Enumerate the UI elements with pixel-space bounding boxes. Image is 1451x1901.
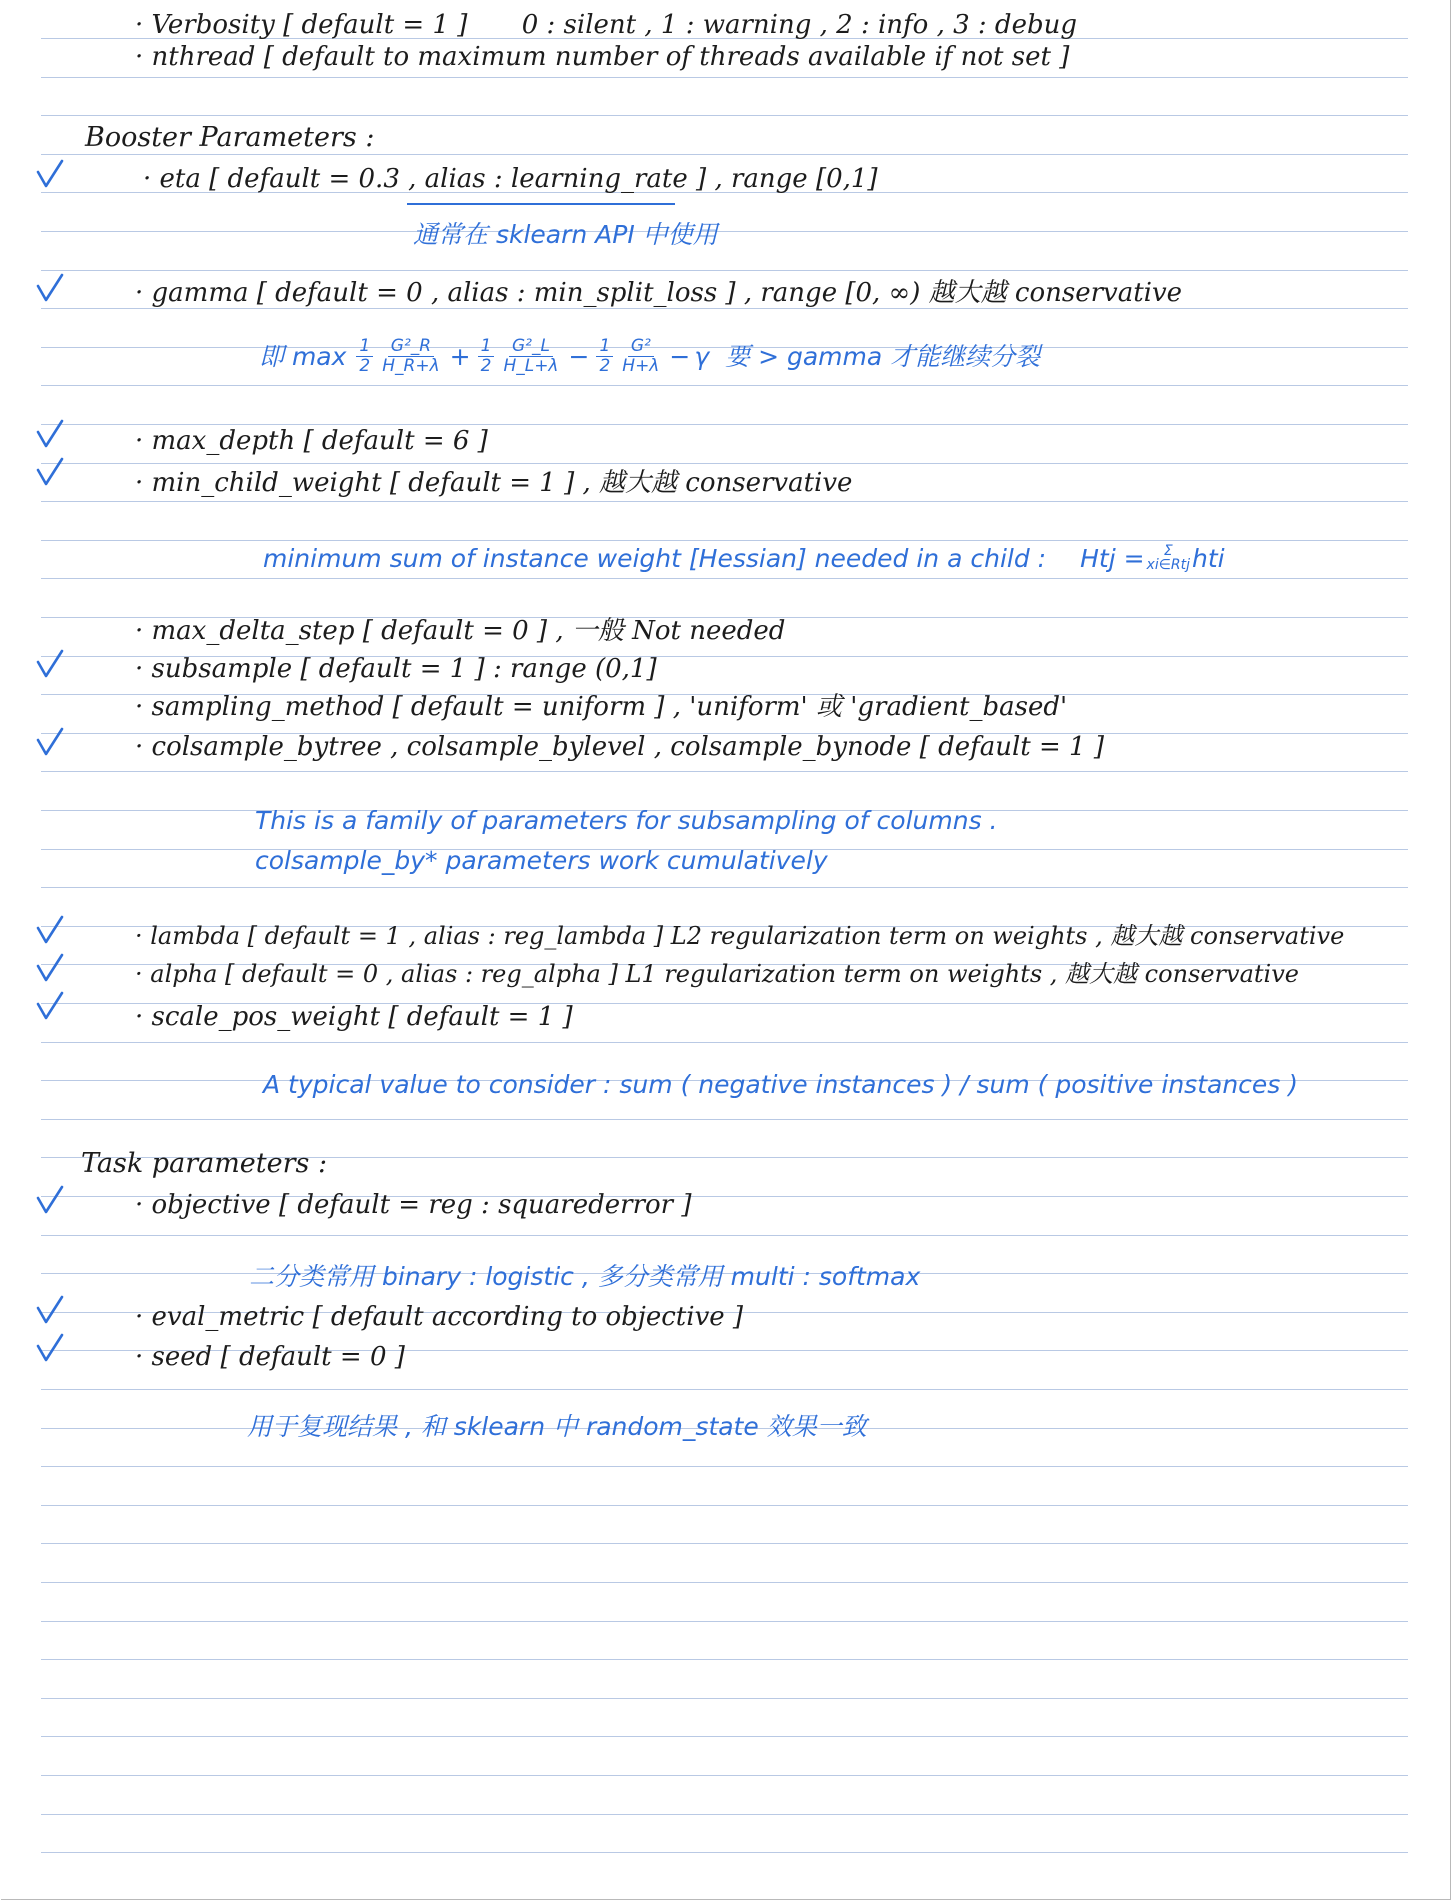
ruled-line xyxy=(41,1659,1408,1660)
ruled-line xyxy=(41,1042,1408,1043)
verbosity-line xyxy=(135,12,1077,38)
ruled-line xyxy=(41,463,1408,464)
check-mark-icon xyxy=(35,648,65,680)
ruled-line xyxy=(41,231,1408,232)
max-delta-step-line: · max_delta_step [ default = 0 ] , 一般 Not needed xyxy=(135,616,786,646)
seed-note: 用于复现结果 , 和 sklearn 中 random_state 效果一致 xyxy=(247,1412,867,1441)
objective-note: 二分类常用 binary : logistic , 多分类常用 multi : softmax xyxy=(249,1262,921,1291)
ruled-line xyxy=(41,424,1408,425)
hessian-formula-lhs: Htj = xyxy=(1080,543,1145,573)
eta-line: · eta [ default = 0.3 , alias : learning_rate ] , range [0,1] xyxy=(143,164,878,194)
booster-heading: Booster Parameters : xyxy=(85,122,375,153)
alpha-line: · alpha [ default = 0 , alias : reg_alpha ] L1 regularization term on weights , 越大越 conservative xyxy=(135,960,1299,988)
check-mark-icon xyxy=(35,914,65,946)
formula-suffix: 要 > gamma 才能继续分裂 xyxy=(725,342,1041,372)
gamma-formula: 即 max $\frac{1}{2}$ $\frac{\text{G²\_R}}{H\_R+\lambda}$ + $\frac{1}{2}$ $\frac{\text{G²\_L}}{H\_L+\lambda}$ − $\frac{1}{2}$ $\frac{\text{G²}}{H+\lambda}$ − γ 要 > gamma 才能继续分裂 xyxy=(259,336,1041,376)
objective-line: · objective [ default = reg : squarederror ] xyxy=(135,1190,692,1220)
check-mark-icon xyxy=(35,1332,65,1364)
ruled-line xyxy=(41,1119,1408,1120)
check-mark-icon xyxy=(35,1184,65,1216)
ruled-line xyxy=(41,270,1408,271)
formula-prefix: 即 max xyxy=(259,342,347,372)
ruled-line xyxy=(41,77,1408,78)
ruled-line xyxy=(41,1698,1408,1699)
verbosity-text: · Verbosity [ default = 1 ] xyxy=(135,10,468,40)
scale-pos-weight-note: A typical value to consider : sum ( negative instances ) / sum ( positive instances ) xyxy=(263,1070,1299,1099)
seed-line: · seed [ default = 0 ] xyxy=(135,1342,405,1372)
check-mark-icon xyxy=(35,990,65,1022)
ruled-line xyxy=(41,1466,1408,1467)
min-child-weight-line: · min_child_weight [ default = 1 ] , 越大越 conservative xyxy=(135,468,853,498)
fraction-half-3: $\frac{1}{2}$ xyxy=(596,338,613,376)
eta-alias-underline xyxy=(407,203,675,205)
ruled-line xyxy=(41,154,1408,155)
max-depth-line: · max_depth [ default = 6 ] xyxy=(135,426,488,456)
gamma-line: · gamma [ default = 0 , alias : min_split_loss ] , range [0, ∞) 越大越 conservative xyxy=(135,278,1183,308)
ruled-line xyxy=(41,1505,1408,1506)
ruled-line xyxy=(41,1543,1408,1544)
hessian-formula-rhs: hti xyxy=(1192,543,1225,573)
ruled-line xyxy=(41,540,1408,541)
check-mark-icon xyxy=(35,158,65,190)
check-mark-icon xyxy=(35,418,65,450)
scale-pos-weight-line: · scale_pos_weight [ default = 1 ] xyxy=(135,1002,573,1032)
ruled-line xyxy=(41,1775,1408,1776)
task-heading: Task parameters : xyxy=(81,1148,328,1179)
ruled-line xyxy=(41,771,1408,772)
eta-note: 通常在 sklearn API 中使用 xyxy=(413,220,718,249)
min-child-weight-note: minimum sum of instance weight [Hessian] needed in a child : Htj = Σ xi∈Rtj hti xyxy=(263,543,1225,573)
lambda-line: · lambda [ default = 1 , alias : reg_lambda ] L2 regularization term on weights , 越大越 conservative xyxy=(135,922,1345,950)
colsample-line: · colsample_bytree , colsample_bylevel , colsample_bynode [ default = 1 ] xyxy=(135,732,1105,762)
nthread-line: · nthread [ default to maximum number of threads available if not set ] xyxy=(135,42,1070,72)
ruled-line xyxy=(41,501,1408,502)
ruled-line xyxy=(41,887,1408,888)
subsample-line: · subsample [ default = 1 ] : range (0,1] xyxy=(135,654,657,684)
verbosity-options: 0 : silent , 1 : warning , 2 : info , 3 : debug xyxy=(521,10,1077,40)
ruled-line xyxy=(41,308,1408,309)
ruled-line xyxy=(41,578,1408,579)
check-mark-icon xyxy=(35,272,65,304)
check-mark-icon xyxy=(35,456,65,488)
notebook-page xyxy=(1,0,1451,1900)
ruled-line xyxy=(41,115,1408,116)
fraction-gl: $\frac{\text{G²\_L}}{H\_L+\lambda}$ xyxy=(503,336,559,376)
ruled-line xyxy=(41,1389,1408,1390)
hessian-formula-sum: Σ xi∈Rtj xyxy=(1146,543,1191,573)
fraction-g: $\frac{\text{G²}}{H+\lambda}$ xyxy=(622,336,660,376)
ruled-line xyxy=(41,1814,1408,1815)
check-mark-icon xyxy=(35,726,65,758)
ruled-line xyxy=(41,1736,1408,1737)
eval-metric-line: · eval_metric [ default according to objective ] xyxy=(135,1302,744,1332)
formula-gamma-symbol: γ xyxy=(694,342,710,372)
check-mark-icon xyxy=(35,1294,65,1326)
colsample-note-1: This is a family of parameters for subsampling of columns . xyxy=(255,806,998,835)
ruled-line xyxy=(41,1621,1408,1622)
fraction-gr: $\frac{\text{G²\_R}}{H\_R+\lambda}$ xyxy=(382,336,440,376)
ruled-line xyxy=(41,1852,1408,1853)
ruled-line xyxy=(41,1582,1408,1583)
ruled-line xyxy=(41,385,1408,386)
fraction-half-1: $\frac{1}{2}$ xyxy=(356,338,373,376)
sampling-method-line: · sampling_method [ default = uniform ] , 'uniform' 或 'gradient_based' xyxy=(135,692,1068,722)
ruled-line xyxy=(41,1235,1408,1236)
fraction-half-2: $\frac{1}{2}$ xyxy=(478,338,495,376)
check-mark-icon xyxy=(35,952,65,984)
colsample-note-2: colsample_by* parameters work cumulatively xyxy=(255,846,828,875)
